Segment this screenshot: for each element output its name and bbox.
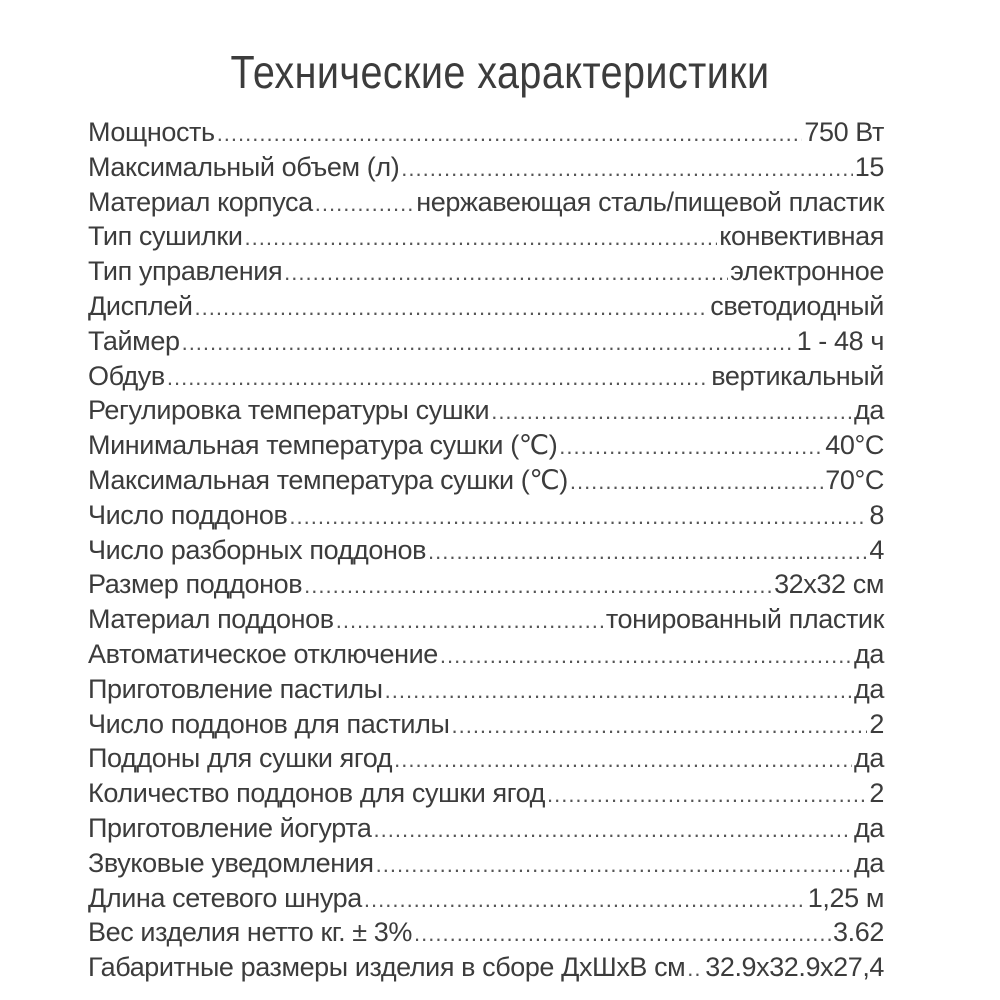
spec-value: 70°C <box>825 464 884 495</box>
dot-leader <box>385 674 852 709</box>
spec-value: 32.9х32.9х27,4 <box>705 952 884 983</box>
dot-leader <box>570 465 823 500</box>
spec-row <box>88 498 884 533</box>
spec-label: Число поддонов <box>88 499 288 530</box>
spec-value: 32х32 см <box>774 569 884 600</box>
spec-value: 40°C <box>825 430 884 461</box>
spec-row <box>88 393 884 428</box>
dot-leader <box>687 952 703 987</box>
spec-value: да <box>854 812 884 843</box>
spec-value: нержавеющая сталь/пищевой пластик <box>416 186 884 217</box>
spec-label: Максимальная температура сушки (℃) <box>88 464 568 495</box>
dot-leader <box>336 604 604 639</box>
spec-row <box>88 811 884 846</box>
spec-value: да <box>854 395 884 426</box>
spec-row <box>88 741 884 776</box>
spec-value: да <box>854 743 884 774</box>
dot-leader <box>374 813 853 848</box>
spec-value: 2 <box>869 778 884 809</box>
spec-value: 1,25 м <box>807 882 884 913</box>
spec-row <box>88 219 884 254</box>
dot-leader <box>428 535 867 570</box>
spec-value: 8 <box>869 499 884 530</box>
spec-row <box>88 915 884 950</box>
spec-row <box>88 881 884 916</box>
spec-row <box>88 254 884 289</box>
spec-label: Материал корпуса <box>88 186 313 217</box>
spec-label: Минимальная температура сушки (℃) <box>88 430 558 461</box>
dot-leader <box>182 326 795 361</box>
spec-value: 750 Вт <box>804 117 884 147</box>
dot-leader <box>195 291 709 326</box>
spec-row <box>88 950 884 985</box>
spec-label: Вес изделия нетто кг. ± 3% <box>88 917 413 948</box>
spec-row <box>88 567 884 602</box>
spec-row <box>88 776 884 811</box>
spec-row <box>88 289 884 324</box>
dot-leader <box>401 152 852 187</box>
spec-label: Поддоны для сушки ягод <box>88 743 393 774</box>
spec-row <box>88 324 884 359</box>
spec-row <box>88 637 884 672</box>
dot-leader <box>245 221 718 256</box>
spec-value: электронное <box>730 256 884 287</box>
spec-label: Габаритные размеры изделия в сборе ДхШхВ см <box>88 952 686 983</box>
dot-leader <box>414 917 831 952</box>
dot-leader <box>451 709 867 744</box>
spec-value: да <box>854 638 884 669</box>
spec-value: 15 <box>854 151 884 182</box>
spec-value: да <box>854 673 884 704</box>
spec-value: 1 - 48 ч <box>796 325 884 356</box>
spec-label: Размер поддонов <box>88 569 303 600</box>
spec-row <box>88 463 884 498</box>
spec-label: Длина сетевого шнура <box>88 882 362 913</box>
spec-label: Дисплей <box>88 290 193 321</box>
spec-label: Количество поддонов для сушки ягод <box>88 778 545 809</box>
spec-label: Обдув <box>88 360 165 391</box>
spec-row <box>88 602 884 637</box>
page-title: Технические характеристики <box>230 46 770 98</box>
dot-leader <box>547 778 867 813</box>
spec-row <box>88 533 884 568</box>
spec-label: Автоматическое отключение <box>88 638 438 669</box>
spec-value: 2 <box>869 708 884 739</box>
spec-label: Материал поддонов <box>88 604 334 635</box>
spec-value: да <box>854 847 884 878</box>
spec-value: вертикальный <box>711 360 884 391</box>
spec-label: Тип управления <box>88 256 283 287</box>
spec-row <box>88 150 884 185</box>
spec-label: Регулировка температуры сушки <box>88 395 490 426</box>
spec-label: Таймер <box>88 325 180 356</box>
spec-value: конвективная <box>719 221 884 252</box>
dot-leader <box>491 395 852 430</box>
dot-leader <box>304 569 772 604</box>
spec-label: Приготовление пастилы <box>88 673 383 704</box>
spec-row <box>88 846 884 881</box>
dot-leader <box>217 117 803 152</box>
spec-label: Максимальный объем (л) <box>88 151 400 182</box>
spec-row <box>88 115 884 150</box>
dot-leader <box>289 500 867 535</box>
spec-label: Тип сушилки <box>88 221 243 252</box>
spec-label: Приготовление йогурта <box>88 812 372 843</box>
spec-row <box>88 428 884 463</box>
spec-row <box>88 707 884 742</box>
spec-value: 3.62 <box>833 917 884 948</box>
dot-leader <box>284 256 728 291</box>
spec-label: Мощность <box>88 117 215 147</box>
spec-value: 4 <box>869 534 884 565</box>
spec-row <box>88 672 884 707</box>
dot-leader <box>376 848 852 883</box>
spec-label: Число поддонов для пастилы <box>88 708 450 739</box>
dot-leader <box>364 883 806 918</box>
spec-row <box>88 359 884 394</box>
spec-label: Звуковые уведомления <box>88 847 374 878</box>
spec-value: тонированный пластик <box>605 604 884 635</box>
spec-value: светодиодный <box>710 290 884 321</box>
dot-leader <box>167 361 709 396</box>
spec-row <box>88 185 884 220</box>
dot-leader <box>315 187 414 222</box>
spec-list <box>88 115 884 985</box>
spec-label: Число разборных поддонов <box>88 534 427 565</box>
dot-leader <box>440 639 852 674</box>
dot-leader <box>559 430 823 465</box>
dot-leader <box>394 743 852 778</box>
